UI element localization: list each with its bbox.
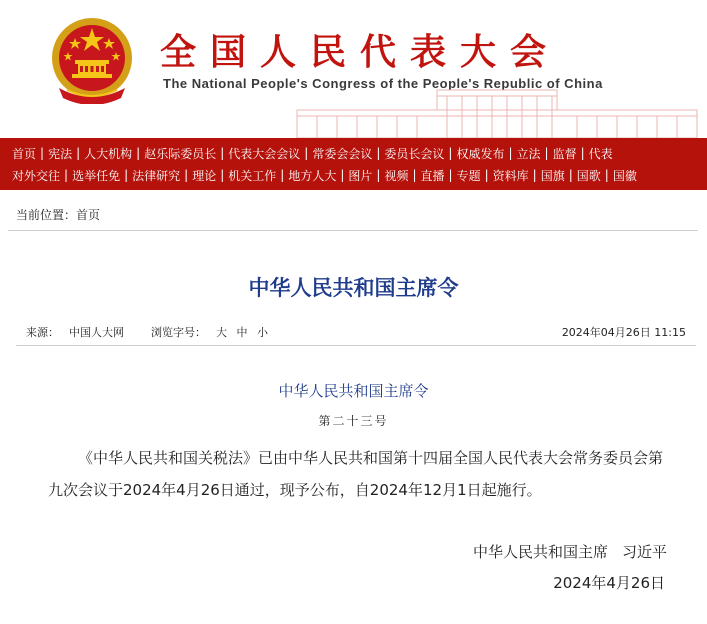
nav-separator: | — [448, 146, 453, 160]
nav-separator: | — [484, 168, 489, 182]
page-title: 中华人民共和国主席令 — [248, 276, 459, 300]
source-value: 中国人大网 — [69, 326, 124, 339]
order-title: 中华人民共和国主席令 — [278, 382, 429, 400]
main-nav — [0, 138, 707, 190]
breadcrumb-label: 当前位置： — [16, 208, 77, 222]
nav-row-2 — [12, 164, 707, 186]
sign-date: 2024年4月26日 — [553, 574, 665, 592]
font-size-medium-button[interactable]: 中 — [236, 326, 248, 339]
nav-item-national-anthem[interactable]: 国歌 — [576, 168, 601, 183]
signer-title: 中华人民共和国主席 — [472, 543, 608, 561]
nav-separator: | — [412, 168, 417, 182]
article-meta — [16, 318, 696, 346]
nav-item-congress-sessions[interactable]: 代表大会会议 — [228, 146, 301, 161]
order-number: 第二十三号 — [318, 414, 389, 428]
nav-item-releases[interactable]: 权威发布 — [456, 146, 505, 161]
nav-item-video[interactable]: 视频 — [384, 168, 409, 183]
nav-separator: | — [304, 146, 309, 160]
font-size-large-button[interactable]: 大 — [216, 326, 227, 339]
nav-separator: | — [124, 168, 129, 182]
nav-item-national-flag[interactable]: 国旗 — [540, 168, 565, 183]
font-size-label: 浏览字号： — [151, 326, 206, 339]
nav-separator: | — [508, 146, 513, 160]
font-size-small-button[interactable]: 小 — [257, 326, 268, 339]
nav-separator: | — [544, 146, 549, 160]
nav-item-chairman[interactable]: 赵乐际委员长 — [144, 146, 217, 161]
nav-separator: | — [532, 168, 537, 182]
publish-datetime: 2024年04月26日 11:15 — [561, 326, 686, 339]
nav-separator: | — [220, 146, 225, 160]
nav-item-chairmen-council[interactable]: 委员长会议 — [384, 146, 445, 161]
great-hall-illustration — [287, 86, 707, 138]
nav-item-local-congress[interactable]: 地方人大 — [288, 168, 337, 183]
nav-item-home[interactable]: 首页 — [12, 146, 37, 161]
nav-item-database[interactable]: 资料库 — [492, 168, 529, 183]
site-title-en: The National People's Congress of the People's Republic of China — [163, 76, 603, 91]
nav-item-standing-committee[interactable]: 常委会会议 — [312, 146, 373, 161]
source-label: 来源： — [26, 326, 59, 339]
nav-item-topics[interactable]: 专题 — [456, 168, 481, 183]
nav-separator: | — [604, 168, 609, 182]
nav-separator: | — [376, 168, 381, 182]
nav-item-national-emblem[interactable]: 国徽 — [612, 168, 637, 183]
nav-separator: | — [40, 146, 45, 160]
nav-item-foreign-exchange[interactable]: 对外交往 — [12, 168, 61, 183]
nav-item-legislation[interactable]: 立法 — [516, 146, 541, 161]
nav-item-constitution[interactable]: 宪法 — [48, 146, 73, 161]
nav-separator: | — [376, 146, 381, 160]
national-emblem-icon — [49, 14, 135, 104]
nav-item-live[interactable]: 直播 — [420, 168, 445, 183]
nav-item-deputies[interactable]: 代表 — [588, 146, 613, 161]
nav-item-theory[interactable]: 理论 — [192, 168, 217, 183]
nav-separator: | — [76, 146, 81, 160]
meta-left — [26, 324, 274, 340]
site-header — [0, 0, 707, 138]
nav-item-law-research[interactable]: 法律研究 — [132, 168, 181, 183]
nav-item-npc-organs[interactable]: 人大机构 — [84, 146, 133, 161]
signature-line — [473, 541, 667, 562]
nav-item-pictures[interactable]: 图片 — [348, 168, 373, 183]
nav-separator: | — [568, 168, 573, 182]
nav-separator: | — [220, 168, 225, 182]
nav-separator: | — [448, 168, 453, 182]
nav-separator: | — [340, 168, 345, 182]
nav-separator: | — [580, 146, 585, 160]
nav-item-elections[interactable]: 选举任免 — [72, 168, 121, 183]
nav-item-agency-work[interactable]: 机关工作 — [228, 168, 277, 183]
nav-separator: | — [136, 146, 141, 160]
nav-separator: | — [280, 168, 285, 182]
order-body: 《中华人民共和国关税法》已由中华人民共和国第十四届全国人民代表大会常务委员会第九次会议于2024年4月26日通过，现予公布，自2024年12月1日起施行。 — [48, 449, 664, 499]
signer-name: 习近平 — [621, 543, 667, 561]
nav-separator: | — [64, 168, 69, 182]
breadcrumb-home-link[interactable]: 首页 — [76, 208, 101, 222]
nav-item-supervision[interactable]: 监督 — [552, 146, 577, 161]
nav-separator: | — [184, 168, 189, 182]
breadcrumb — [8, 197, 698, 231]
site-title-cn: 全国人民代表大会 — [160, 32, 561, 73]
nav-row-1 — [12, 142, 707, 164]
